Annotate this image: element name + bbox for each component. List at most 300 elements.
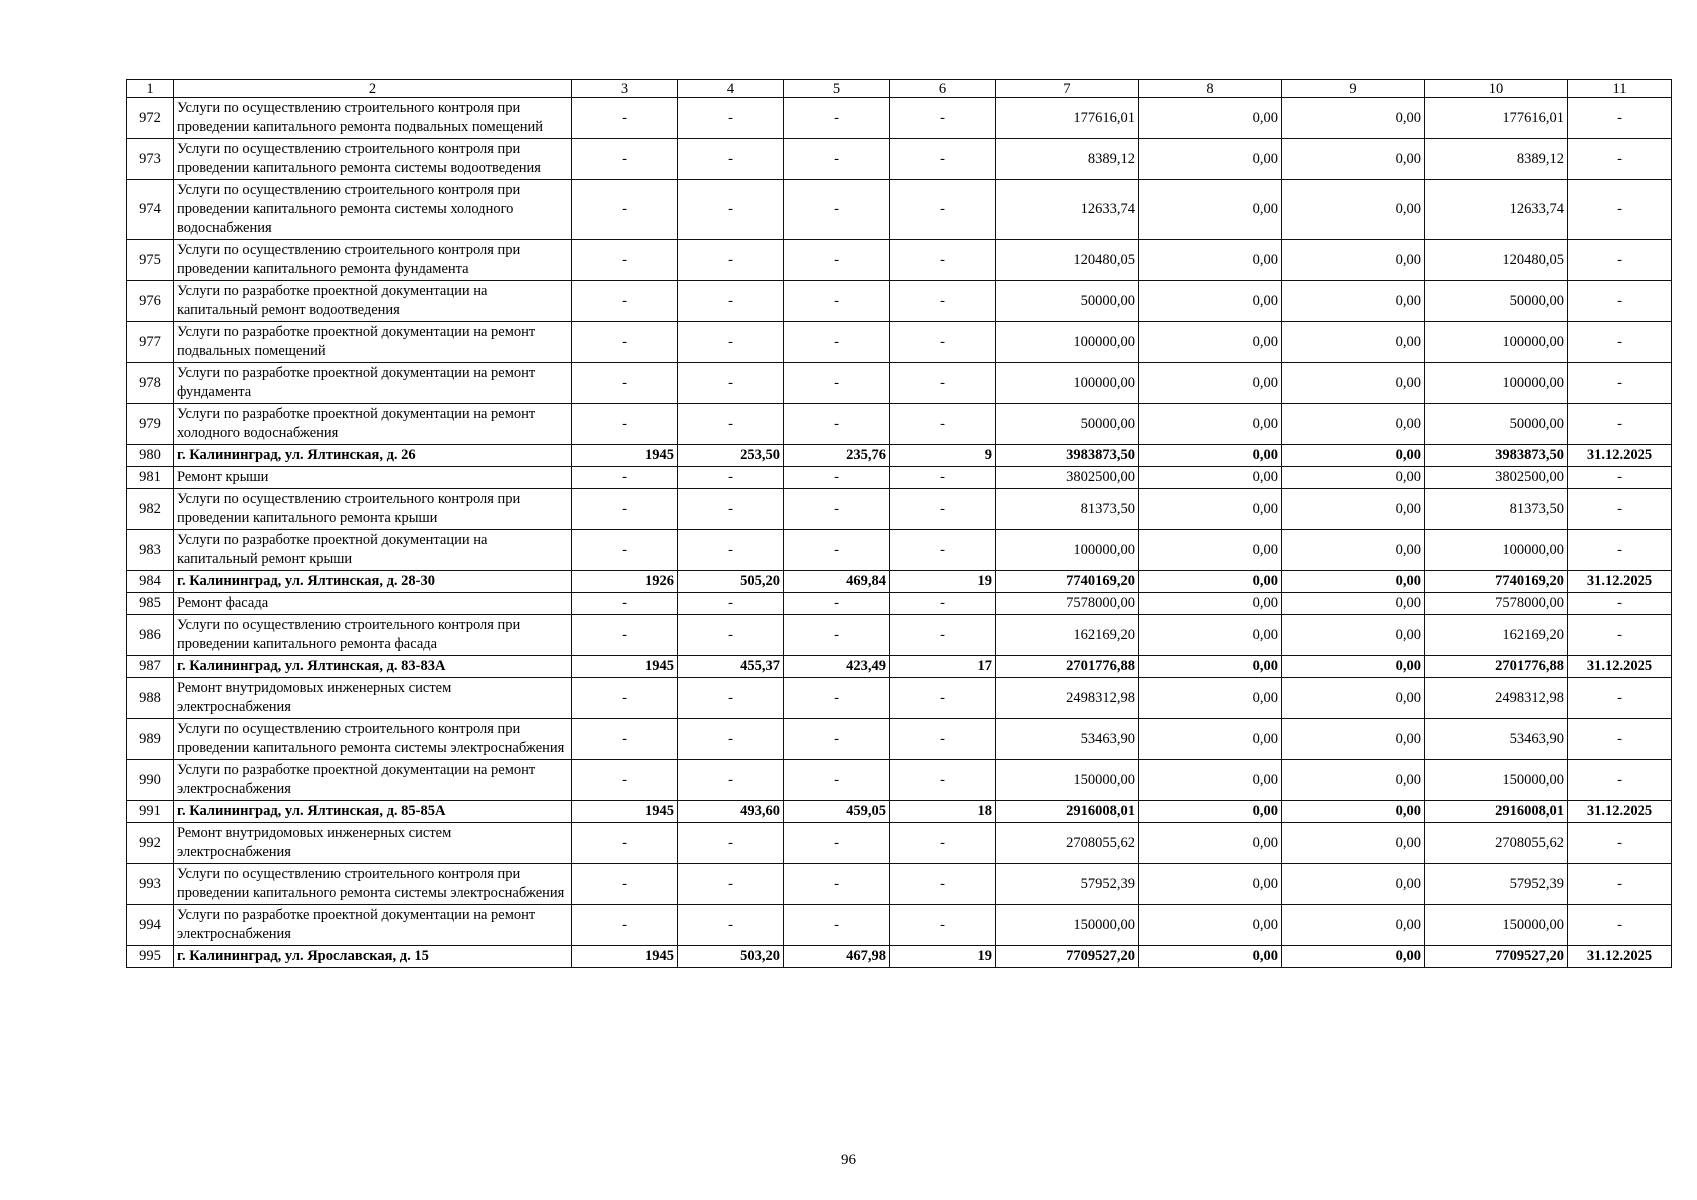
fund-subsidy-cell: 0,00 <box>1139 571 1282 593</box>
area-total-cell: - <box>678 489 784 530</box>
area-total-cell: - <box>678 281 784 322</box>
budget-subsidy-cell: 0,00 <box>1282 467 1425 489</box>
residents-cell: - <box>890 530 996 571</box>
area-total-cell: 503,20 <box>678 946 784 968</box>
fund-subsidy-cell: 0,00 <box>1139 240 1282 281</box>
budget-subsidy-cell: 0,00 <box>1282 445 1425 467</box>
row-number-cell: 993 <box>127 864 174 905</box>
residents-cell: - <box>890 760 996 801</box>
residents-cell: - <box>890 823 996 864</box>
area-total-cell: - <box>678 322 784 363</box>
budget-subsidy-cell: 0,00 <box>1282 656 1425 678</box>
fund-subsidy-cell: 0,00 <box>1139 946 1282 968</box>
description-cell: г. Калининград, ул. Ярославская, д. 15 <box>174 946 572 968</box>
row-number-cell: 979 <box>127 404 174 445</box>
owner-funds-cell: 177616,01 <box>1425 98 1568 139</box>
area-living-cell: - <box>784 98 890 139</box>
area-living-cell: - <box>784 864 890 905</box>
year-cell: 1945 <box>572 946 678 968</box>
residents-cell: 17 <box>890 656 996 678</box>
column-header-1: 1 <box>127 80 174 98</box>
fund-subsidy-cell: 0,00 <box>1139 719 1282 760</box>
deadline-cell: - <box>1568 760 1672 801</box>
area-living-cell: 469,84 <box>784 571 890 593</box>
area-total-cell: - <box>678 363 784 404</box>
row-number-cell: 991 <box>127 801 174 823</box>
residents-cell: - <box>890 905 996 946</box>
fund-subsidy-cell: 0,00 <box>1139 864 1282 905</box>
residents-cell: - <box>890 864 996 905</box>
deadline-cell: - <box>1568 180 1672 240</box>
budget-subsidy-cell: 0,00 <box>1282 593 1425 615</box>
area-total-cell: - <box>678 404 784 445</box>
description-cell: Услуги по осуществлению строительного контроля при проведении капитального ремонта системы электроснабжения <box>174 864 572 905</box>
owner-funds-cell: 100000,00 <box>1425 363 1568 404</box>
row-number-cell: 977 <box>127 322 174 363</box>
fund-subsidy-cell: 0,00 <box>1139 760 1282 801</box>
deadline-cell: - <box>1568 404 1672 445</box>
column-header-8: 8 <box>1139 80 1282 98</box>
year-cell: 1945 <box>572 445 678 467</box>
budget-subsidy-cell: 0,00 <box>1282 678 1425 719</box>
budget-subsidy-cell: 0,00 <box>1282 322 1425 363</box>
fund-subsidy-cell: 0,00 <box>1139 281 1282 322</box>
column-number-row <box>127 80 1672 98</box>
owner-funds-cell: 100000,00 <box>1425 322 1568 363</box>
year-cell: - <box>572 760 678 801</box>
description-cell: Услуги по осуществлению строительного контроля при проведении капитального ремонта системы водоотведения <box>174 139 572 180</box>
table-row <box>127 404 1672 445</box>
area-living-cell: - <box>784 593 890 615</box>
year-cell: 1926 <box>572 571 678 593</box>
description-cell: Услуги по разработке проектной документации на ремонт фундамента <box>174 363 572 404</box>
table-row <box>127 281 1672 322</box>
area-living-cell: 235,76 <box>784 445 890 467</box>
year-cell: - <box>572 467 678 489</box>
year-cell: 1945 <box>572 801 678 823</box>
fund-subsidy-cell: 0,00 <box>1139 363 1282 404</box>
area-total-cell: 253,50 <box>678 445 784 467</box>
area-living-cell: - <box>784 530 890 571</box>
description-cell: Ремонт фасада <box>174 593 572 615</box>
description-cell: Услуги по разработке проектной документации на ремонт электроснабжения <box>174 760 572 801</box>
row-number-cell: 992 <box>127 823 174 864</box>
total-cost-cell: 2701776,88 <box>996 656 1139 678</box>
residents-cell: 9 <box>890 445 996 467</box>
row-number-cell: 985 <box>127 593 174 615</box>
row-number-cell: 990 <box>127 760 174 801</box>
year-cell: - <box>572 180 678 240</box>
row-number-cell: 986 <box>127 615 174 656</box>
table-row <box>127 760 1672 801</box>
table-row <box>127 98 1672 139</box>
fund-subsidy-cell: 0,00 <box>1139 678 1282 719</box>
total-cost-cell: 7709527,20 <box>996 946 1139 968</box>
area-living-cell: - <box>784 281 890 322</box>
budget-subsidy-cell: 0,00 <box>1282 946 1425 968</box>
page-number: 96 <box>841 1152 856 1168</box>
row-number-cell: 982 <box>127 489 174 530</box>
column-header-2: 2 <box>174 80 572 98</box>
deadline-cell: - <box>1568 823 1672 864</box>
table-row <box>127 719 1672 760</box>
total-cost-cell: 120480,05 <box>996 240 1139 281</box>
address-row <box>127 445 1672 467</box>
residents-cell: - <box>890 489 996 530</box>
owner-funds-cell: 7740169,20 <box>1425 571 1568 593</box>
year-cell: - <box>572 98 678 139</box>
deadline-cell: - <box>1568 905 1672 946</box>
description-cell: Услуги по осуществлению строительного контроля при проведении капитального ремонта фундамента <box>174 240 572 281</box>
year-cell: - <box>572 489 678 530</box>
deadline-cell: 31.12.2025 <box>1568 656 1672 678</box>
address-row <box>127 946 1672 968</box>
table-row <box>127 180 1672 240</box>
area-living-cell: - <box>784 322 890 363</box>
owner-funds-cell: 2498312,98 <box>1425 678 1568 719</box>
owner-funds-cell: 7578000,00 <box>1425 593 1568 615</box>
area-living-cell: - <box>784 905 890 946</box>
budget-subsidy-cell: 0,00 <box>1282 139 1425 180</box>
owner-funds-cell: 120480,05 <box>1425 240 1568 281</box>
owner-funds-cell: 57952,39 <box>1425 864 1568 905</box>
column-header-9: 9 <box>1282 80 1425 98</box>
row-number-cell: 987 <box>127 656 174 678</box>
area-total-cell: - <box>678 760 784 801</box>
area-total-cell: - <box>678 530 784 571</box>
total-cost-cell: 2708055,62 <box>996 823 1139 864</box>
owner-funds-cell: 50000,00 <box>1425 404 1568 445</box>
residents-cell: 19 <box>890 571 996 593</box>
row-number-cell: 994 <box>127 905 174 946</box>
address-row <box>127 656 1672 678</box>
address-row <box>127 571 1672 593</box>
total-cost-cell: 7578000,00 <box>996 593 1139 615</box>
fund-subsidy-cell: 0,00 <box>1139 139 1282 180</box>
address-row <box>127 801 1672 823</box>
table-row <box>127 615 1672 656</box>
total-cost-cell: 162169,20 <box>996 615 1139 656</box>
area-total-cell: - <box>678 593 784 615</box>
table-row <box>127 139 1672 180</box>
area-living-cell: - <box>784 180 890 240</box>
fund-subsidy-cell: 0,00 <box>1139 404 1282 445</box>
owner-funds-cell: 8389,12 <box>1425 139 1568 180</box>
deadline-cell: - <box>1568 615 1672 656</box>
row-number-cell: 972 <box>127 98 174 139</box>
description-cell: Услуги по осуществлению строительного контроля при проведении капитального ремонта системы электроснабжения <box>174 719 572 760</box>
table-row <box>127 593 1672 615</box>
deadline-cell: - <box>1568 281 1672 322</box>
area-total-cell: 505,20 <box>678 571 784 593</box>
fund-subsidy-cell: 0,00 <box>1139 180 1282 240</box>
owner-funds-cell: 7709527,20 <box>1425 946 1568 968</box>
fund-subsidy-cell: 0,00 <box>1139 467 1282 489</box>
area-living-cell: - <box>784 615 890 656</box>
year-cell: - <box>572 322 678 363</box>
year-cell: - <box>572 905 678 946</box>
deadline-cell: - <box>1568 489 1672 530</box>
owner-funds-cell: 162169,20 <box>1425 615 1568 656</box>
area-living-cell: - <box>784 823 890 864</box>
description-cell: Услуги по разработке проектной документации на капитальный ремонт крыши <box>174 530 572 571</box>
description-cell: Услуги по разработке проектной документации на капитальный ремонт водоотведения <box>174 281 572 322</box>
column-header-10: 10 <box>1425 80 1568 98</box>
owner-funds-cell: 2701776,88 <box>1425 656 1568 678</box>
fund-subsidy-cell: 0,00 <box>1139 656 1282 678</box>
total-cost-cell: 81373,50 <box>996 489 1139 530</box>
description-cell: Ремонт внутридомовых инженерных систем электроснабжения <box>174 823 572 864</box>
area-total-cell: - <box>678 864 784 905</box>
row-number-cell: 984 <box>127 571 174 593</box>
column-header-11: 11 <box>1568 80 1672 98</box>
table-row <box>127 678 1672 719</box>
fund-subsidy-cell: 0,00 <box>1139 98 1282 139</box>
description-cell: г. Калининград, ул. Ялтинская, д. 26 <box>174 445 572 467</box>
budget-subsidy-cell: 0,00 <box>1282 905 1425 946</box>
column-header-6: 6 <box>890 80 996 98</box>
row-number-cell: 976 <box>127 281 174 322</box>
residents-cell: - <box>890 322 996 363</box>
residents-cell: - <box>890 139 996 180</box>
row-number-cell: 989 <box>127 719 174 760</box>
row-number-cell: 974 <box>127 180 174 240</box>
year-cell: - <box>572 404 678 445</box>
year-cell: - <box>572 281 678 322</box>
fund-subsidy-cell: 0,00 <box>1139 801 1282 823</box>
area-total-cell: - <box>678 719 784 760</box>
table-row <box>127 905 1672 946</box>
total-cost-cell: 2498312,98 <box>996 678 1139 719</box>
residents-cell: - <box>890 281 996 322</box>
fund-subsidy-cell: 0,00 <box>1139 445 1282 467</box>
area-living-cell: - <box>784 240 890 281</box>
deadline-cell: 31.12.2025 <box>1568 801 1672 823</box>
area-total-cell: - <box>678 615 784 656</box>
column-header-5: 5 <box>784 80 890 98</box>
row-number-cell: 983 <box>127 530 174 571</box>
row-number-cell: 988 <box>127 678 174 719</box>
fund-subsidy-cell: 0,00 <box>1139 823 1282 864</box>
description-cell: г. Калининград, ул. Ялтинская, д. 83-83А <box>174 656 572 678</box>
area-total-cell: - <box>678 139 784 180</box>
area-living-cell: 467,98 <box>784 946 890 968</box>
owner-funds-cell: 3802500,00 <box>1425 467 1568 489</box>
area-living-cell: 423,49 <box>784 656 890 678</box>
year-cell: - <box>572 593 678 615</box>
residents-cell: - <box>890 615 996 656</box>
table-row <box>127 823 1672 864</box>
year-cell: - <box>572 678 678 719</box>
deadline-cell: 31.12.2025 <box>1568 571 1672 593</box>
area-total-cell: - <box>678 678 784 719</box>
residents-cell: - <box>890 719 996 760</box>
year-cell: - <box>572 530 678 571</box>
description-cell: Услуги по осуществлению строительного контроля при проведении капитального ремонта подвальных помещений <box>174 98 572 139</box>
deadline-cell: - <box>1568 593 1672 615</box>
budget-subsidy-cell: 0,00 <box>1282 404 1425 445</box>
total-cost-cell: 57952,39 <box>996 864 1139 905</box>
description-cell: Ремонт внутридомовых инженерных систем электроснабжения <box>174 678 572 719</box>
deadline-cell: - <box>1568 240 1672 281</box>
budget-subsidy-cell: 0,00 <box>1282 240 1425 281</box>
residents-cell: - <box>890 593 996 615</box>
capital-repair-table <box>126 79 1672 968</box>
total-cost-cell: 8389,12 <box>996 139 1139 180</box>
area-living-cell: - <box>784 719 890 760</box>
total-cost-cell: 100000,00 <box>996 322 1139 363</box>
area-living-cell: - <box>784 404 890 445</box>
area-total-cell: - <box>678 240 784 281</box>
deadline-cell: - <box>1568 467 1672 489</box>
budget-subsidy-cell: 0,00 <box>1282 98 1425 139</box>
table-row <box>127 363 1672 404</box>
deadline-cell: - <box>1568 678 1672 719</box>
area-living-cell: - <box>784 760 890 801</box>
row-number-cell: 995 <box>127 946 174 968</box>
table-row <box>127 530 1672 571</box>
budget-subsidy-cell: 0,00 <box>1282 801 1425 823</box>
column-header-3: 3 <box>572 80 678 98</box>
deadline-cell: - <box>1568 98 1672 139</box>
year-cell: 1945 <box>572 656 678 678</box>
residents-cell: - <box>890 404 996 445</box>
area-total-cell: - <box>678 467 784 489</box>
table-body <box>127 98 1672 968</box>
year-cell: - <box>572 615 678 656</box>
fund-subsidy-cell: 0,00 <box>1139 489 1282 530</box>
area-living-cell: - <box>784 467 890 489</box>
description-cell: Услуги по осуществлению строительного контроля при проведении капитального ремонта крыши <box>174 489 572 530</box>
area-total-cell: - <box>678 98 784 139</box>
total-cost-cell: 50000,00 <box>996 404 1139 445</box>
total-cost-cell: 7740169,20 <box>996 571 1139 593</box>
column-header-7: 7 <box>996 80 1139 98</box>
description-cell: Услуги по разработке проектной документации на ремонт холодного водоснабжения <box>174 404 572 445</box>
total-cost-cell: 2916008,01 <box>996 801 1139 823</box>
row-number-cell: 973 <box>127 139 174 180</box>
table-row <box>127 489 1672 530</box>
area-living-cell: - <box>784 489 890 530</box>
table-header <box>127 80 1672 98</box>
budget-subsidy-cell: 0,00 <box>1282 615 1425 656</box>
area-living-cell: 459,05 <box>784 801 890 823</box>
area-total-cell: - <box>678 180 784 240</box>
description-cell: Услуги по осуществлению строительного контроля при проведении капитального ремонта системы холодного водоснабжения <box>174 180 572 240</box>
owner-funds-cell: 12633,74 <box>1425 180 1568 240</box>
residents-cell: - <box>890 467 996 489</box>
owner-funds-cell: 50000,00 <box>1425 281 1568 322</box>
fund-subsidy-cell: 0,00 <box>1139 322 1282 363</box>
description-cell: г. Калининград, ул. Ялтинская, д. 28-30 <box>174 571 572 593</box>
year-cell: - <box>572 864 678 905</box>
residents-cell: 19 <box>890 946 996 968</box>
total-cost-cell: 50000,00 <box>996 281 1139 322</box>
area-total-cell: - <box>678 823 784 864</box>
budget-subsidy-cell: 0,00 <box>1282 823 1425 864</box>
owner-funds-cell: 81373,50 <box>1425 489 1568 530</box>
table-row <box>127 864 1672 905</box>
owner-funds-cell: 100000,00 <box>1425 530 1568 571</box>
total-cost-cell: 150000,00 <box>996 760 1139 801</box>
area-living-cell: - <box>784 678 890 719</box>
deadline-cell: - <box>1568 719 1672 760</box>
deadline-cell: - <box>1568 363 1672 404</box>
budget-subsidy-cell: 0,00 <box>1282 489 1425 530</box>
residents-cell: - <box>890 98 996 139</box>
deadline-cell: 31.12.2025 <box>1568 445 1672 467</box>
residents-cell: - <box>890 180 996 240</box>
total-cost-cell: 12633,74 <box>996 180 1139 240</box>
residents-cell: - <box>890 363 996 404</box>
owner-funds-cell: 3983873,50 <box>1425 445 1568 467</box>
deadline-cell: - <box>1568 530 1672 571</box>
budget-subsidy-cell: 0,00 <box>1282 281 1425 322</box>
budget-subsidy-cell: 0,00 <box>1282 180 1425 240</box>
row-number-cell: 978 <box>127 363 174 404</box>
total-cost-cell: 3983873,50 <box>996 445 1139 467</box>
fund-subsidy-cell: 0,00 <box>1139 905 1282 946</box>
total-cost-cell: 53463,90 <box>996 719 1139 760</box>
residents-cell: - <box>890 678 996 719</box>
budget-subsidy-cell: 0,00 <box>1282 363 1425 404</box>
residents-cell: 18 <box>890 801 996 823</box>
deadline-cell: 31.12.2025 <box>1568 946 1672 968</box>
area-total-cell: 493,60 <box>678 801 784 823</box>
row-number-cell: 975 <box>127 240 174 281</box>
deadline-cell: - <box>1568 864 1672 905</box>
table-row <box>127 322 1672 363</box>
area-living-cell: - <box>784 363 890 404</box>
table-row <box>127 240 1672 281</box>
fund-subsidy-cell: 0,00 <box>1139 593 1282 615</box>
description-cell: г. Калининград, ул. Ялтинская, д. 85-85А <box>174 801 572 823</box>
description-cell: Услуги по разработке проектной документации на ремонт подвальных помещений <box>174 322 572 363</box>
area-total-cell: 455,37 <box>678 656 784 678</box>
area-living-cell: - <box>784 139 890 180</box>
budget-subsidy-cell: 0,00 <box>1282 530 1425 571</box>
row-number-cell: 981 <box>127 467 174 489</box>
year-cell: - <box>572 823 678 864</box>
description-cell: Услуги по осуществлению строительного контроля при проведении капитального ремонта фасада <box>174 615 572 656</box>
total-cost-cell: 100000,00 <box>996 530 1139 571</box>
budget-subsidy-cell: 0,00 <box>1282 719 1425 760</box>
fund-subsidy-cell: 0,00 <box>1139 615 1282 656</box>
total-cost-cell: 177616,01 <box>996 98 1139 139</box>
owner-funds-cell: 2708055,62 <box>1425 823 1568 864</box>
fund-subsidy-cell: 0,00 <box>1139 530 1282 571</box>
owner-funds-cell: 53463,90 <box>1425 719 1568 760</box>
table-row <box>127 467 1672 489</box>
year-cell: - <box>572 139 678 180</box>
residents-cell: - <box>890 240 996 281</box>
column-header-4: 4 <box>678 80 784 98</box>
year-cell: - <box>572 719 678 760</box>
deadline-cell: - <box>1568 139 1672 180</box>
budget-subsidy-cell: 0,00 <box>1282 864 1425 905</box>
owner-funds-cell: 150000,00 <box>1425 905 1568 946</box>
owner-funds-cell: 2916008,01 <box>1425 801 1568 823</box>
area-total-cell: - <box>678 905 784 946</box>
total-cost-cell: 100000,00 <box>996 363 1139 404</box>
description-cell: Услуги по разработке проектной документации на ремонт электроснабжения <box>174 905 572 946</box>
description-cell: Ремонт крыши <box>174 467 572 489</box>
year-cell: - <box>572 363 678 404</box>
year-cell: - <box>572 240 678 281</box>
budget-subsidy-cell: 0,00 <box>1282 760 1425 801</box>
budget-subsidy-cell: 0,00 <box>1282 571 1425 593</box>
total-cost-cell: 3802500,00 <box>996 467 1139 489</box>
